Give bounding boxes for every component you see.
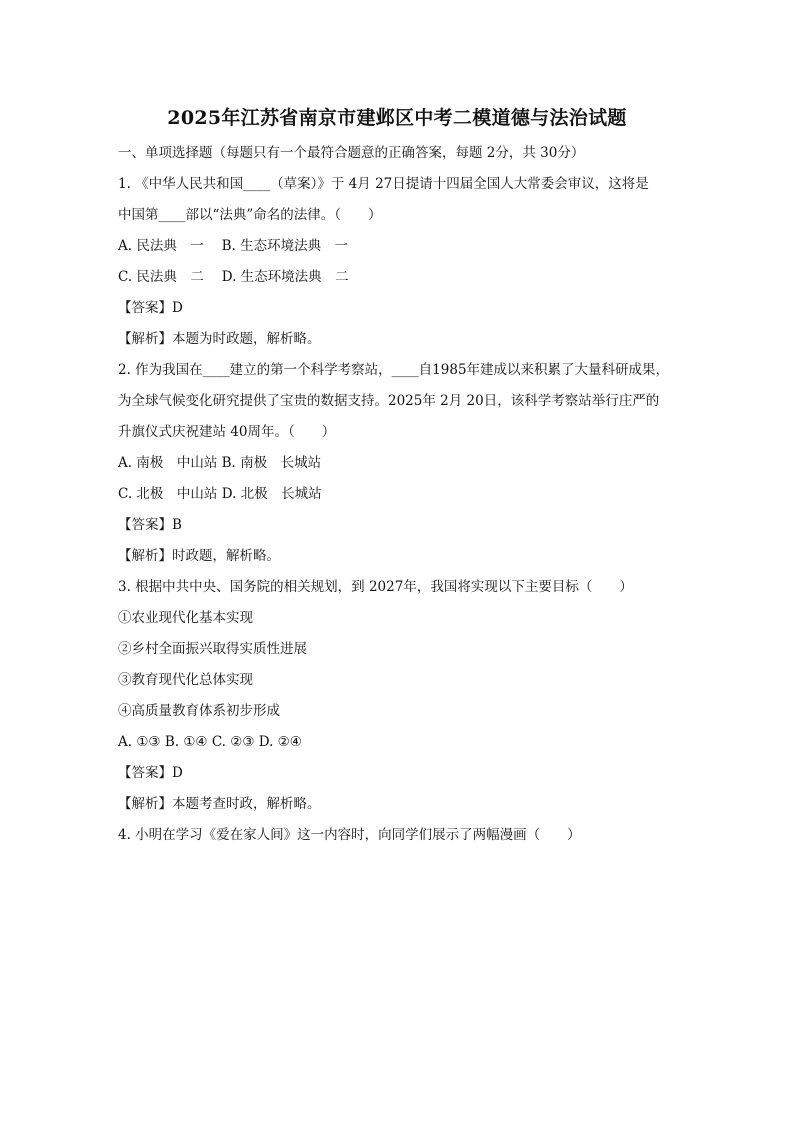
section-header: 一、单项选择题（每题只有一个最符合题意的正确答案，每题 2分，共 30分）: [118, 145, 585, 161]
question-1-line-2: 中国第____部以“法典”命名的法律。（ ）: [118, 207, 382, 223]
question-3-item-1: ①农业现代化基本实现: [118, 610, 253, 626]
question-4-line-1: 4. 小明在学习《爱在家人间》这一内容时，向同学们展示了两幅漫画（ ）: [118, 827, 581, 843]
question-2-line-1: 2. 作为我国在____建立的第一个科学考察站，____自1985年建成以来积累了大量科研成果，: [118, 362, 670, 378]
question-1-line-1: 1. 《中华人民共和国____（草案）》于 4月 27日提请十四届全国人大常委会审议，这将是: [118, 176, 649, 192]
question-3-options: A. ①③ B. ①④ C. ②③ D. ②④: [118, 734, 302, 750]
question-1-options-row-2: C. 民法典 二 D. 生态环境法典 二: [118, 269, 349, 285]
question-3-line-1: 3. 根据中共中央、国务院的相关规划，到 2027年，我国将实现以下主要目标（ ）: [118, 579, 633, 595]
question-1-answer: 【答案】D: [118, 300, 183, 316]
question-1-options-row-1: A. 民法典 一 B. 生态环境法典 一: [118, 238, 349, 254]
question-3-answer: 【答案】D: [118, 765, 183, 781]
question-3-item-2: ②乡村全面振兴取得实质性进展: [118, 641, 307, 657]
question-2-options-row-2: C. 北极 中山站 D. 北极 长城站: [118, 486, 322, 502]
question-2-line-3: 升旗仪式庆祝建站 40周年。（ ）: [118, 424, 336, 440]
question-2-answer: 【答案】B: [118, 517, 182, 533]
question-3-item-4: ④高质量教育体系初步形成: [118, 703, 280, 719]
question-2-analysis: 【解析】时政题，解析略。: [118, 548, 280, 564]
question-3-analysis: 【解析】本题考查时政，解析略。: [118, 796, 321, 812]
document-body: [118, 142, 678, 855]
question-3-item-3: ③教育现代化总体实现: [118, 672, 253, 688]
question-2-options-row-1: A. 南极 中山站 B. 南极 长城站: [118, 455, 322, 471]
question-1-analysis: 【解析】本题为时政题，解析略。: [118, 331, 321, 347]
document-title: 2025年江苏省南京市建邺区中考二模道德与法治试题: [167, 107, 627, 129]
question-2-line-2: 为全球气候变化研究提供了宝贵的数据支持。2025年 2月 20日，该科学考察站举行庄严的: [118, 393, 660, 409]
